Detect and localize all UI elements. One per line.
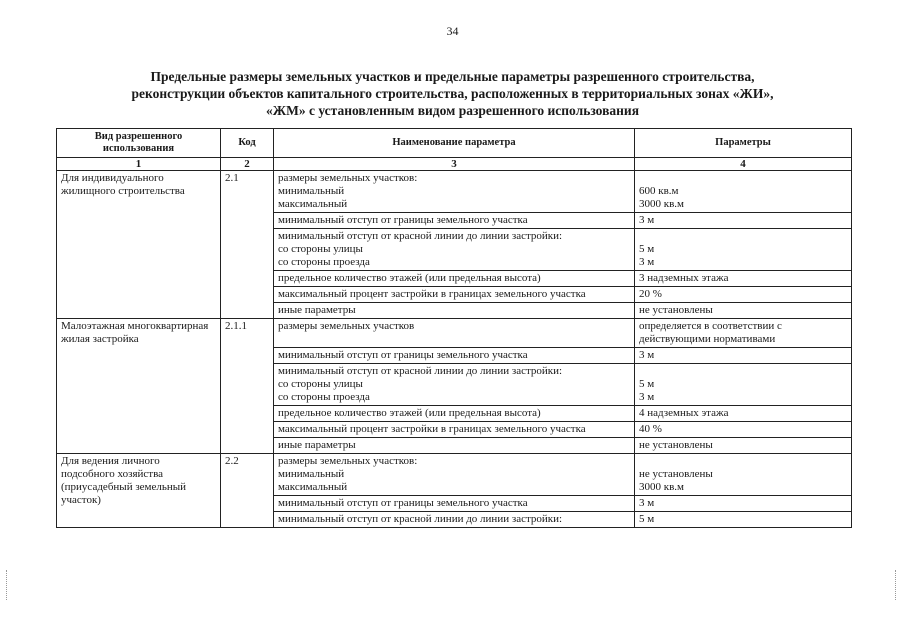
param-value-line: 3000 кв.м — [639, 198, 684, 210]
table-body — [57, 171, 852, 528]
param-name-line: со стороны улицы — [278, 243, 363, 255]
param-name-line: иные параметры — [278, 304, 356, 316]
param-name-line: минимальный — [278, 185, 345, 197]
cell-param-name — [274, 319, 635, 348]
scan-edge-mark — [6, 570, 9, 600]
cell-param-value — [635, 422, 852, 438]
param-value-line: 3 м — [639, 497, 655, 509]
param-value-line — [639, 230, 847, 243]
table-row — [57, 454, 852, 496]
param-name-line: максимальный процент застройки в границах земельного участка — [278, 288, 586, 300]
param-name-line: предельное количество этажей (или предельная высота) — [278, 407, 541, 419]
cell-param-name — [274, 454, 635, 496]
header-use: Вид разрешенного использования — [57, 129, 221, 158]
cell-param-value — [635, 287, 852, 303]
param-value-line: не установлены — [639, 304, 713, 316]
cell-param-value — [635, 319, 852, 348]
cell-param-name — [274, 213, 635, 229]
param-value-line: 3 м — [639, 391, 655, 403]
param-name-line: минимальный отступ от границы земельного участка — [278, 214, 528, 226]
param-value-line: 3 надземных этажа — [639, 272, 729, 284]
param-name-line: максимальный — [278, 481, 348, 493]
cell-param-name — [274, 406, 635, 422]
param-name-line: минимальный отступ от красной линии до линии застройки: — [278, 365, 563, 377]
title-line-3: «ЖМ» с установленным видом разрешенного использования — [266, 103, 639, 118]
param-name-line: минимальный отступ от красной линии до линии застройки: — [278, 230, 563, 242]
param-value-line: 5 м — [639, 378, 655, 390]
scan-edge-mark — [895, 570, 898, 600]
param-value-line: 5 м — [639, 513, 655, 525]
cell-use-type: Малоэтажная многоквартирная жилая застройка — [57, 319, 221, 454]
param-name-line: со стороны проезда — [278, 256, 370, 268]
param-value-line: 20 % — [639, 288, 662, 300]
column-number: 1 — [57, 158, 221, 171]
param-value-line — [639, 172, 847, 185]
cell-param-name — [274, 303, 635, 319]
cell-param-name — [274, 171, 635, 213]
page-title — [60, 68, 845, 119]
cell-param-name — [274, 422, 635, 438]
param-name-line: размеры земельных участков: — [278, 455, 418, 467]
param-value-line: 3 м — [639, 214, 655, 226]
param-value-line: 5 м — [639, 243, 655, 255]
param-value-line: не установлены — [639, 468, 713, 480]
cell-param-value — [635, 512, 852, 528]
cell-code: 2.1.1 — [221, 319, 274, 454]
header-code: Код — [221, 129, 274, 158]
param-name-line: предельное количество этажей (или предельная высота) — [278, 272, 541, 284]
param-value-line: определяется в соответствии с действующими нормативами — [639, 320, 782, 345]
header-param-name: Наименование параметра — [274, 129, 635, 158]
cell-use-type: Для ведения личного подсобного хозяйства (приусадебный земельный участок) — [57, 454, 221, 528]
param-name-line: размеры земельных участков: — [278, 172, 418, 184]
cell-param-name — [274, 271, 635, 287]
column-number: 2 — [221, 158, 274, 171]
cell-param-value — [635, 229, 852, 271]
cell-code: 2.1 — [221, 171, 274, 319]
param-name-line: со стороны проезда — [278, 391, 370, 403]
param-value-line: 4 надземных этажа — [639, 407, 729, 419]
cell-param-value — [635, 406, 852, 422]
cell-param-value — [635, 364, 852, 406]
title-line-1: Предельные размеры земельных участков и предельные параметры разрешенного строительства, — [150, 69, 755, 84]
param-name-line: максимальный — [278, 198, 348, 210]
cell-param-value — [635, 348, 852, 364]
param-value-line — [639, 455, 847, 468]
param-value-line: 3 м — [639, 256, 655, 268]
param-name-line: минимальный отступ от границы земельного участка — [278, 349, 528, 361]
param-name-line: размеры земельных участков — [278, 320, 415, 332]
param-value-line: 3 м — [639, 349, 655, 361]
title-line-2: реконструкции объектов капитального строительства, расположенных в территориальных зонах «ЖИ», — [131, 86, 774, 101]
parameters-table — [56, 128, 852, 528]
param-value-line: 600 кв.м — [639, 185, 679, 197]
table-row — [57, 171, 852, 213]
cell-code: 2.2 — [221, 454, 274, 528]
param-value-line: 3000 кв.м — [639, 481, 684, 493]
cell-param-value — [635, 171, 852, 213]
cell-param-value — [635, 496, 852, 512]
param-value-line: 40 % — [639, 423, 662, 435]
column-number: 3 — [274, 158, 635, 171]
table-numbering-row — [57, 158, 852, 171]
cell-param-value — [635, 271, 852, 287]
page-number: 34 — [446, 24, 459, 38]
column-number: 4 — [635, 158, 852, 171]
cell-param-name — [274, 364, 635, 406]
cell-use-type: Для индивидуального жилищного строительства — [57, 171, 221, 319]
param-value-line — [639, 365, 847, 378]
cell-param-name — [274, 348, 635, 364]
cell-param-name — [274, 438, 635, 454]
param-name-line: минимальный отступ от границы земельного участка — [278, 497, 528, 509]
param-name-line: максимальный процент застройки в границах земельного участка — [278, 423, 586, 435]
cell-param-value — [635, 454, 852, 496]
cell-param-name — [274, 229, 635, 271]
cell-param-name — [274, 496, 635, 512]
param-name-line: со стороны улицы — [278, 378, 363, 390]
param-value-line: не установлены — [639, 439, 713, 451]
param-name-line: минимальный отступ от красной линии до линии застройки: — [278, 513, 563, 525]
header-params: Параметры — [635, 129, 852, 158]
cell-param-name — [274, 512, 635, 528]
param-name-line: иные параметры — [278, 439, 356, 451]
param-name-line: минимальный — [278, 468, 345, 480]
cell-param-name — [274, 287, 635, 303]
table-header-row — [57, 129, 852, 158]
cell-param-value — [635, 303, 852, 319]
cell-param-value — [635, 438, 852, 454]
cell-param-value — [635, 213, 852, 229]
table-row — [57, 319, 852, 348]
